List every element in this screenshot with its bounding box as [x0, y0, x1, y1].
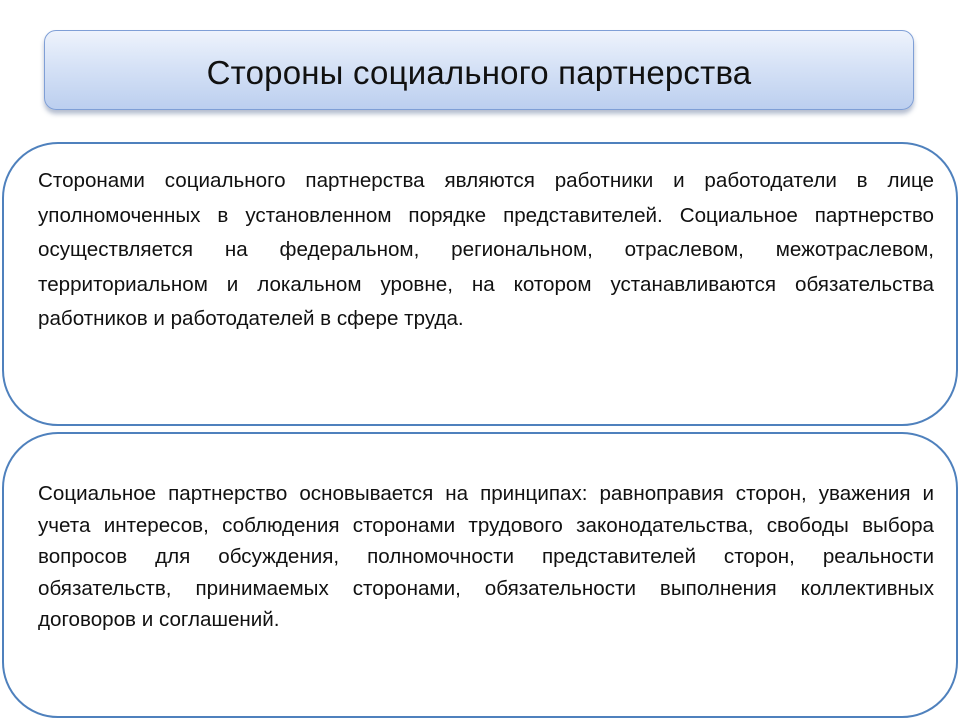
- title-banner: [44, 30, 914, 110]
- principles-panel: [2, 432, 958, 718]
- slide-title: Стороны социального партнерства: [206, 54, 752, 91]
- definition-panel: [2, 142, 958, 426]
- principles-text: Социальное партнерство основывается на принципах: равноправия сторон, уважения и учета интересов, соблюдения сторонами трудового законодательства, свободы выбора вопросов для обсуждения, полномочности представителей сторон, реальности обязательств, принимаемых сторонами, обязательности выполнения коллективных договоров и соглашений.: [38, 482, 934, 631]
- definition-text: Сторонами социального партнерства являются работники и работодатели в лице уполномоченных в установленном порядке представителей. Социальное партнерство осуществляется на федеральном, региональном, отраслевом, межотраслевом, территориальном и локальном уровне, на котором устанавливаются обязательства работников и работодателей в сфере труда.: [38, 169, 934, 330]
